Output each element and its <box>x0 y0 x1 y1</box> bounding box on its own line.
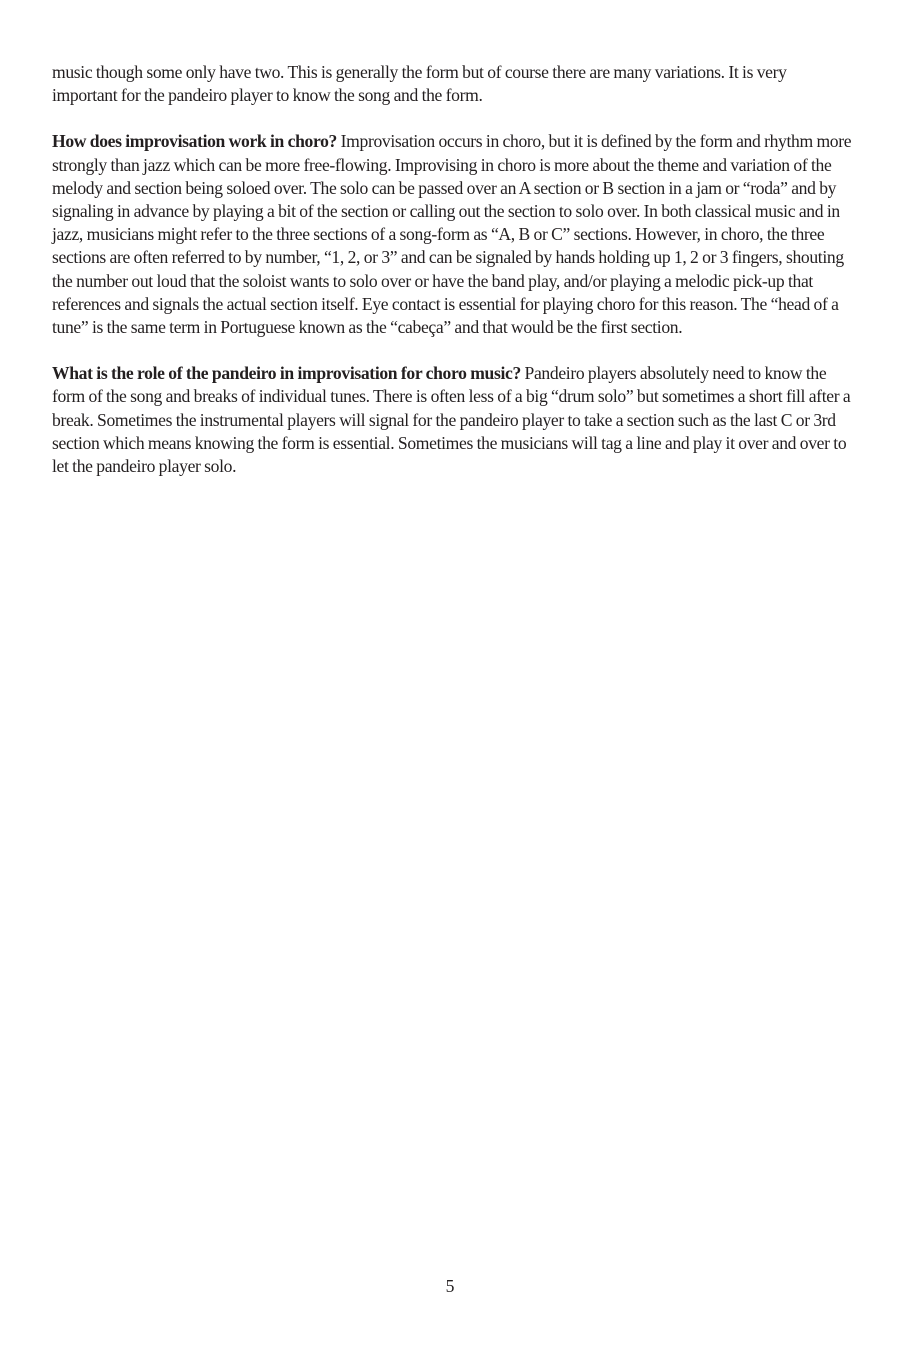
page-number: 5 <box>445 1276 455 1296</box>
question-heading: What is the role of the pandeiro in improvisation for choro music? <box>52 363 521 384</box>
paragraph-text: Improvisation occurs in choro, but it is defined by the form and rhythm more strongly than jazz which can be more free-flowing. Improvising in choro is more about the theme and variation of the melody and section being soloed over. The solo can be passed over an A section or B section in a jam or “roda” and by signaling in advance by playing a bit of the section or calling out the section to solo over. In both classical music and in jazz, musicians might refer to the three sections of a song-form as “A, B or C” sections. However, in choro, the three sections are often referred to by number, “1, 2, or 3” and can be signaled by hands holding up 1, 2 or 3 fingers, shouting the number out loud that the soloist wants to solo over or have the band play, and/or playing a melodic pick-up that references and signals the actual section itself. Eye contact is essential for playing choro for this reason. The “head of a tune” is the same term in Portuguese known as the “cabeça” and that would be the first section. <box>52 131 852 338</box>
paragraph-pandeiro-role <box>52 362 852 478</box>
paragraph-improvisation <box>52 130 852 339</box>
page-body <box>52 61 852 501</box>
question-heading: How does improvisation work in choro? <box>52 131 337 152</box>
paragraph-text: Pandeiro players absolutely need to know the form of the song and breaks of individual tunes. There is often less of a big “drum solo” but sometimes a short fill after a break. Sometimes the instrumental players will signal for the pandeiro player to take a section such as the last C or 3rd section which means knowing the form is essential. Sometimes the musicians will tag a line and play it over and over to let the pandeiro player solo. <box>52 363 851 477</box>
paragraph-intro <box>52 61 852 107</box>
paragraph-text: music though some only have two. This is generally the form but of course there are many variations. It is very important for the pandeiro player to know the song and the form. <box>52 62 787 106</box>
